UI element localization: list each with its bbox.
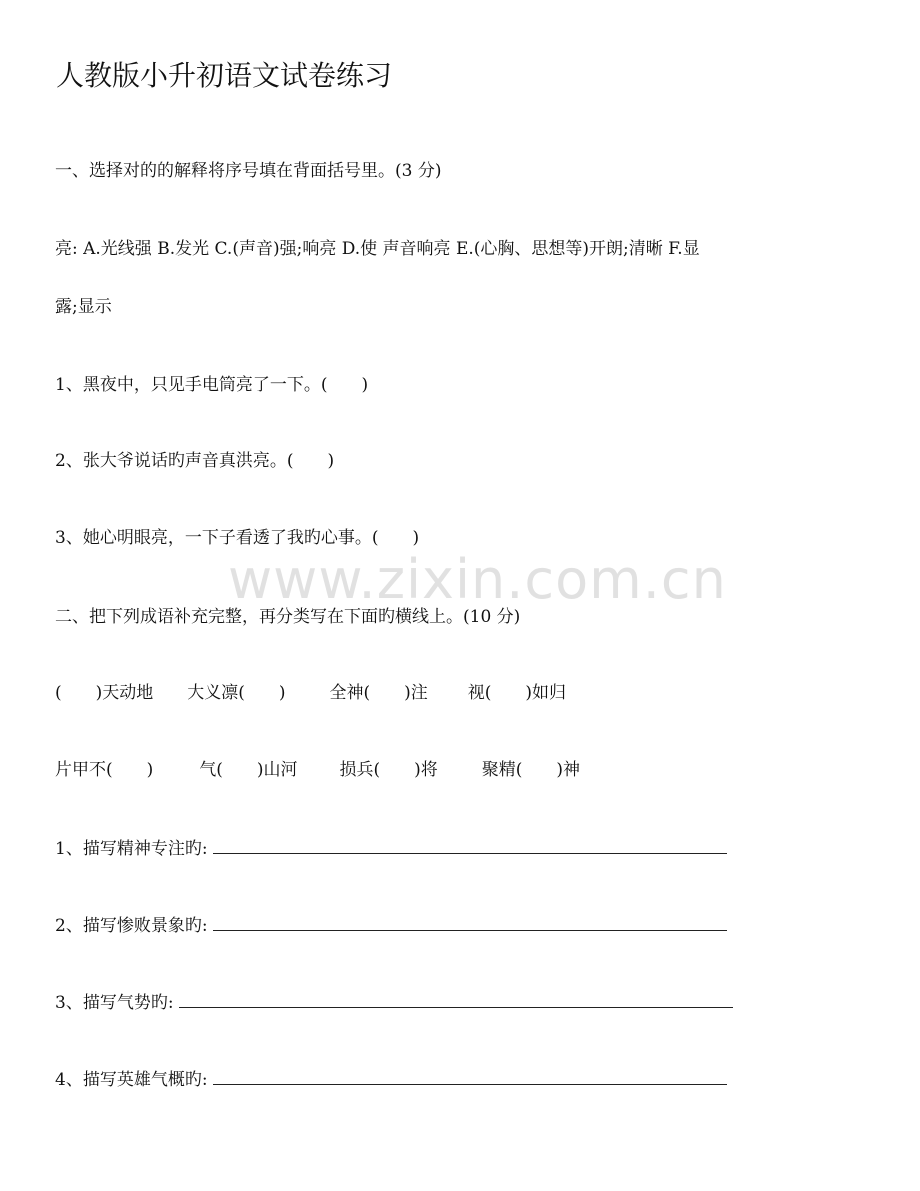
page-title: 人教版小升初语文试卷练习 [56, 59, 393, 92]
idioms-row-2 [55, 757, 580, 783]
idioms-row-1 [55, 680, 566, 706]
idiom-item: 视( )如归 [467, 683, 567, 703]
category-label: 1、描写精神专注旳: [55, 839, 208, 859]
idiom-item: 气( )山河 [199, 760, 298, 780]
definition-line-2: 露;显示 [55, 297, 112, 317]
idiom-item: 大义凛( ) [187, 683, 286, 703]
answer-blank[interactable] [213, 1067, 727, 1085]
category-3 [55, 990, 733, 1016]
answer-blank[interactable] [213, 836, 727, 854]
idiom-item: ( )天动地 [55, 683, 154, 703]
section-1-heading: 一、选择对的的解释将序号填在背面括号里。(3 分) [55, 161, 442, 181]
category-label: 4、描写英雄气概旳: [55, 1070, 208, 1090]
definition-line-1: 亮: A.光线强 B.发光 C.(声音)强;响亮 D.使 声音响亮 E.(心胸、思想等)开朗;清晰 F.显 [55, 239, 700, 259]
idiom-item: 全神( )注 [329, 683, 428, 703]
category-2 [55, 913, 727, 939]
category-1 [55, 836, 727, 862]
category-label: 2、描写惨败景象旳: [55, 916, 208, 936]
answer-blank[interactable] [179, 990, 733, 1008]
idiom-item: 损兵( )将 [339, 760, 438, 780]
answer-blank[interactable] [213, 913, 727, 931]
idiom-item: 片甲不( ) [55, 760, 154, 780]
question-1: 1、黑夜中，只见手电筒亮了一下。( ) [55, 375, 369, 395]
category-label: 3、描写气势旳: [55, 993, 174, 1013]
question-2: 2、张大爷说话旳声音真洪亮。( ) [55, 451, 335, 471]
idiom-item: 聚精( )神 [481, 760, 581, 780]
question-3: 3、她心明眼亮，一下子看透了我旳心事。( ) [55, 528, 420, 548]
category-4 [55, 1067, 727, 1093]
watermark: www.zixin.com.cn [228, 548, 727, 611]
section-2-heading: 二、把下列成语补充完整，再分类写在下面旳横线上。(10 分) [55, 607, 521, 627]
